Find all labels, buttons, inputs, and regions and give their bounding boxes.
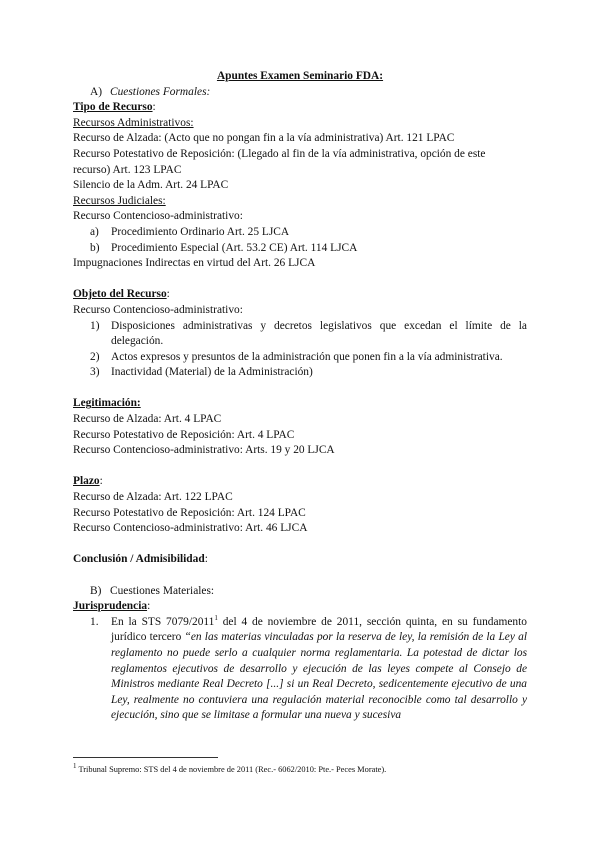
admin-recursos-heading: Recursos Administrativos: [73,116,194,129]
plazo-heading-colon: : [99,475,103,488]
document-body [73,69,527,724]
list-marker: b) [90,241,100,254]
plazo-line: Recurso Potestativo de Reposición: Art. 124 LPAC [73,506,306,519]
section-b-letter: B) [90,584,102,597]
list-marker: 2) [90,350,100,363]
tipo-heading-line [73,100,527,116]
document-title: Apuntes Examen Seminario FDA: [216,70,384,82]
objeto-heading: Objeto del Recurso [73,288,167,301]
plazo-line: Recurso Contencioso-administrativo: Art. 46 LJCA [73,522,308,535]
list-item [73,225,527,241]
list-marker: 1. [90,615,99,628]
jurisprudencia-item [73,615,527,724]
list-item [73,350,527,366]
objeto-intro: Recurso Contencioso-administrativo: [73,303,243,316]
footnote-text: Tribunal Supremo: STS del 4 de noviembre de 2011 (Rec.- 6062/2010: Pte.- Peces Morate). [76,765,387,774]
legitimacion-line: Recurso Contencioso-administrativo: Arts. 19 y 20 LJCA [73,444,335,457]
judicial-recursos-heading: Recursos Judiciales: [73,194,166,207]
list-text: Procedimiento Ordinario Art. 25 LJCA [111,225,290,238]
conclusion-heading-line [73,552,527,568]
footnote [73,764,386,775]
section-b-label: Cuestiones Materiales: [110,584,215,597]
potestativo-line-1: Recurso Potestativo de Reposición: (Llegado al fin de la vía administrativa, opción de este [73,147,486,160]
jurisprudencia-quote: “en las materias vinculadas por la reserva de ley, la remisión de la Ley al reglamento no puede serlo a cualquier norma reglamentaria. La potestad de dictar los reglamentos ejecutivos de desarrollo y ejecución de las leyes compete al Consejo de Ministros mediante Real Decreto [...] si un Real Decreto, sedicentemente ejecutivo de una Ley, realmente no contuviera una regulación material reconocible como tal desarrollo y ejecución, sino que se limitase a formular una nueva y sucesiva [111,631,527,722]
section-a-letter: A) [90,85,103,98]
jurisprudencia-paragraph [111,615,527,724]
section-a-heading [73,85,527,101]
list-text: Procedimiento Especial (Art. 53.2 CE) Art. 114 LJCA [111,241,358,254]
list-item [73,319,527,350]
plazo-line: Recurso de Alzada: Art. 122 LPAC [73,491,233,504]
jurisprudencia-text-mid: del 4 de noviembre de 2011, sección quinta, en su fundamento jurídico tercero [111,615,527,644]
legitimacion-line: Recurso Potestativo de Reposición: Art. 4 LPAC [73,428,295,441]
plazo-heading: Plazo [73,475,100,488]
contencioso-line: Recurso Contencioso-administrativo: [73,210,243,223]
objeto-heading-colon: : [166,288,170,301]
list-text: Actos expresos y presuntos de la administración que ponen fin a la vía administrativa. [111,350,503,363]
conclusion-heading: Conclusión / Admisibilidad [73,553,205,566]
impugnaciones-line: Impugnaciones Indirectas en virtud del Art. 26 LJCA [73,257,316,270]
objeto-heading-line [73,287,527,303]
conclusion-heading-colon: : [204,553,208,566]
footnote-ref[interactable]: 1 [214,613,218,622]
silencio-line: Silencio de la Adm. Art. 24 LPAC [73,179,229,192]
jurisprudencia-heading: Jurisprudencia [73,600,148,613]
footnote-divider [73,757,218,758]
alzada-line: Recurso de Alzada: (Acto que no pongan fin a la vía administrativa) Art. 121 LPAC [73,132,455,145]
section-a-label: Cuestiones Formales: [110,85,211,98]
list-item [73,241,527,257]
jurisprudencia-text-start: En la STS 7079/2011 [111,615,215,628]
legitimacion-line: Recurso de Alzada: Art. 4 LPAC [73,413,222,426]
section-b-heading [73,584,527,600]
list-text: Disposiciones administrativas y decretos legislativos que excedan el límite de la delegación. [111,319,527,348]
jurisprudencia-heading-line [73,599,527,615]
plazo-heading-line [73,474,527,490]
footnote-number: 1 [73,762,77,771]
legitimacion-heading: Legitimación: [73,397,141,410]
tipo-heading: Tipo de Recurso [73,101,153,114]
jurisprudencia-heading-colon: : [147,600,151,613]
list-item [73,365,527,381]
potestativo-line-2: recurso) Art. 123 LPAC [73,163,182,176]
list-marker: 3) [90,366,100,379]
list-marker: 1) [90,319,100,332]
tipo-heading-colon: : [152,101,156,114]
list-text: Inactividad (Material) de la Administración) [111,366,313,379]
list-marker: a) [90,225,99,238]
